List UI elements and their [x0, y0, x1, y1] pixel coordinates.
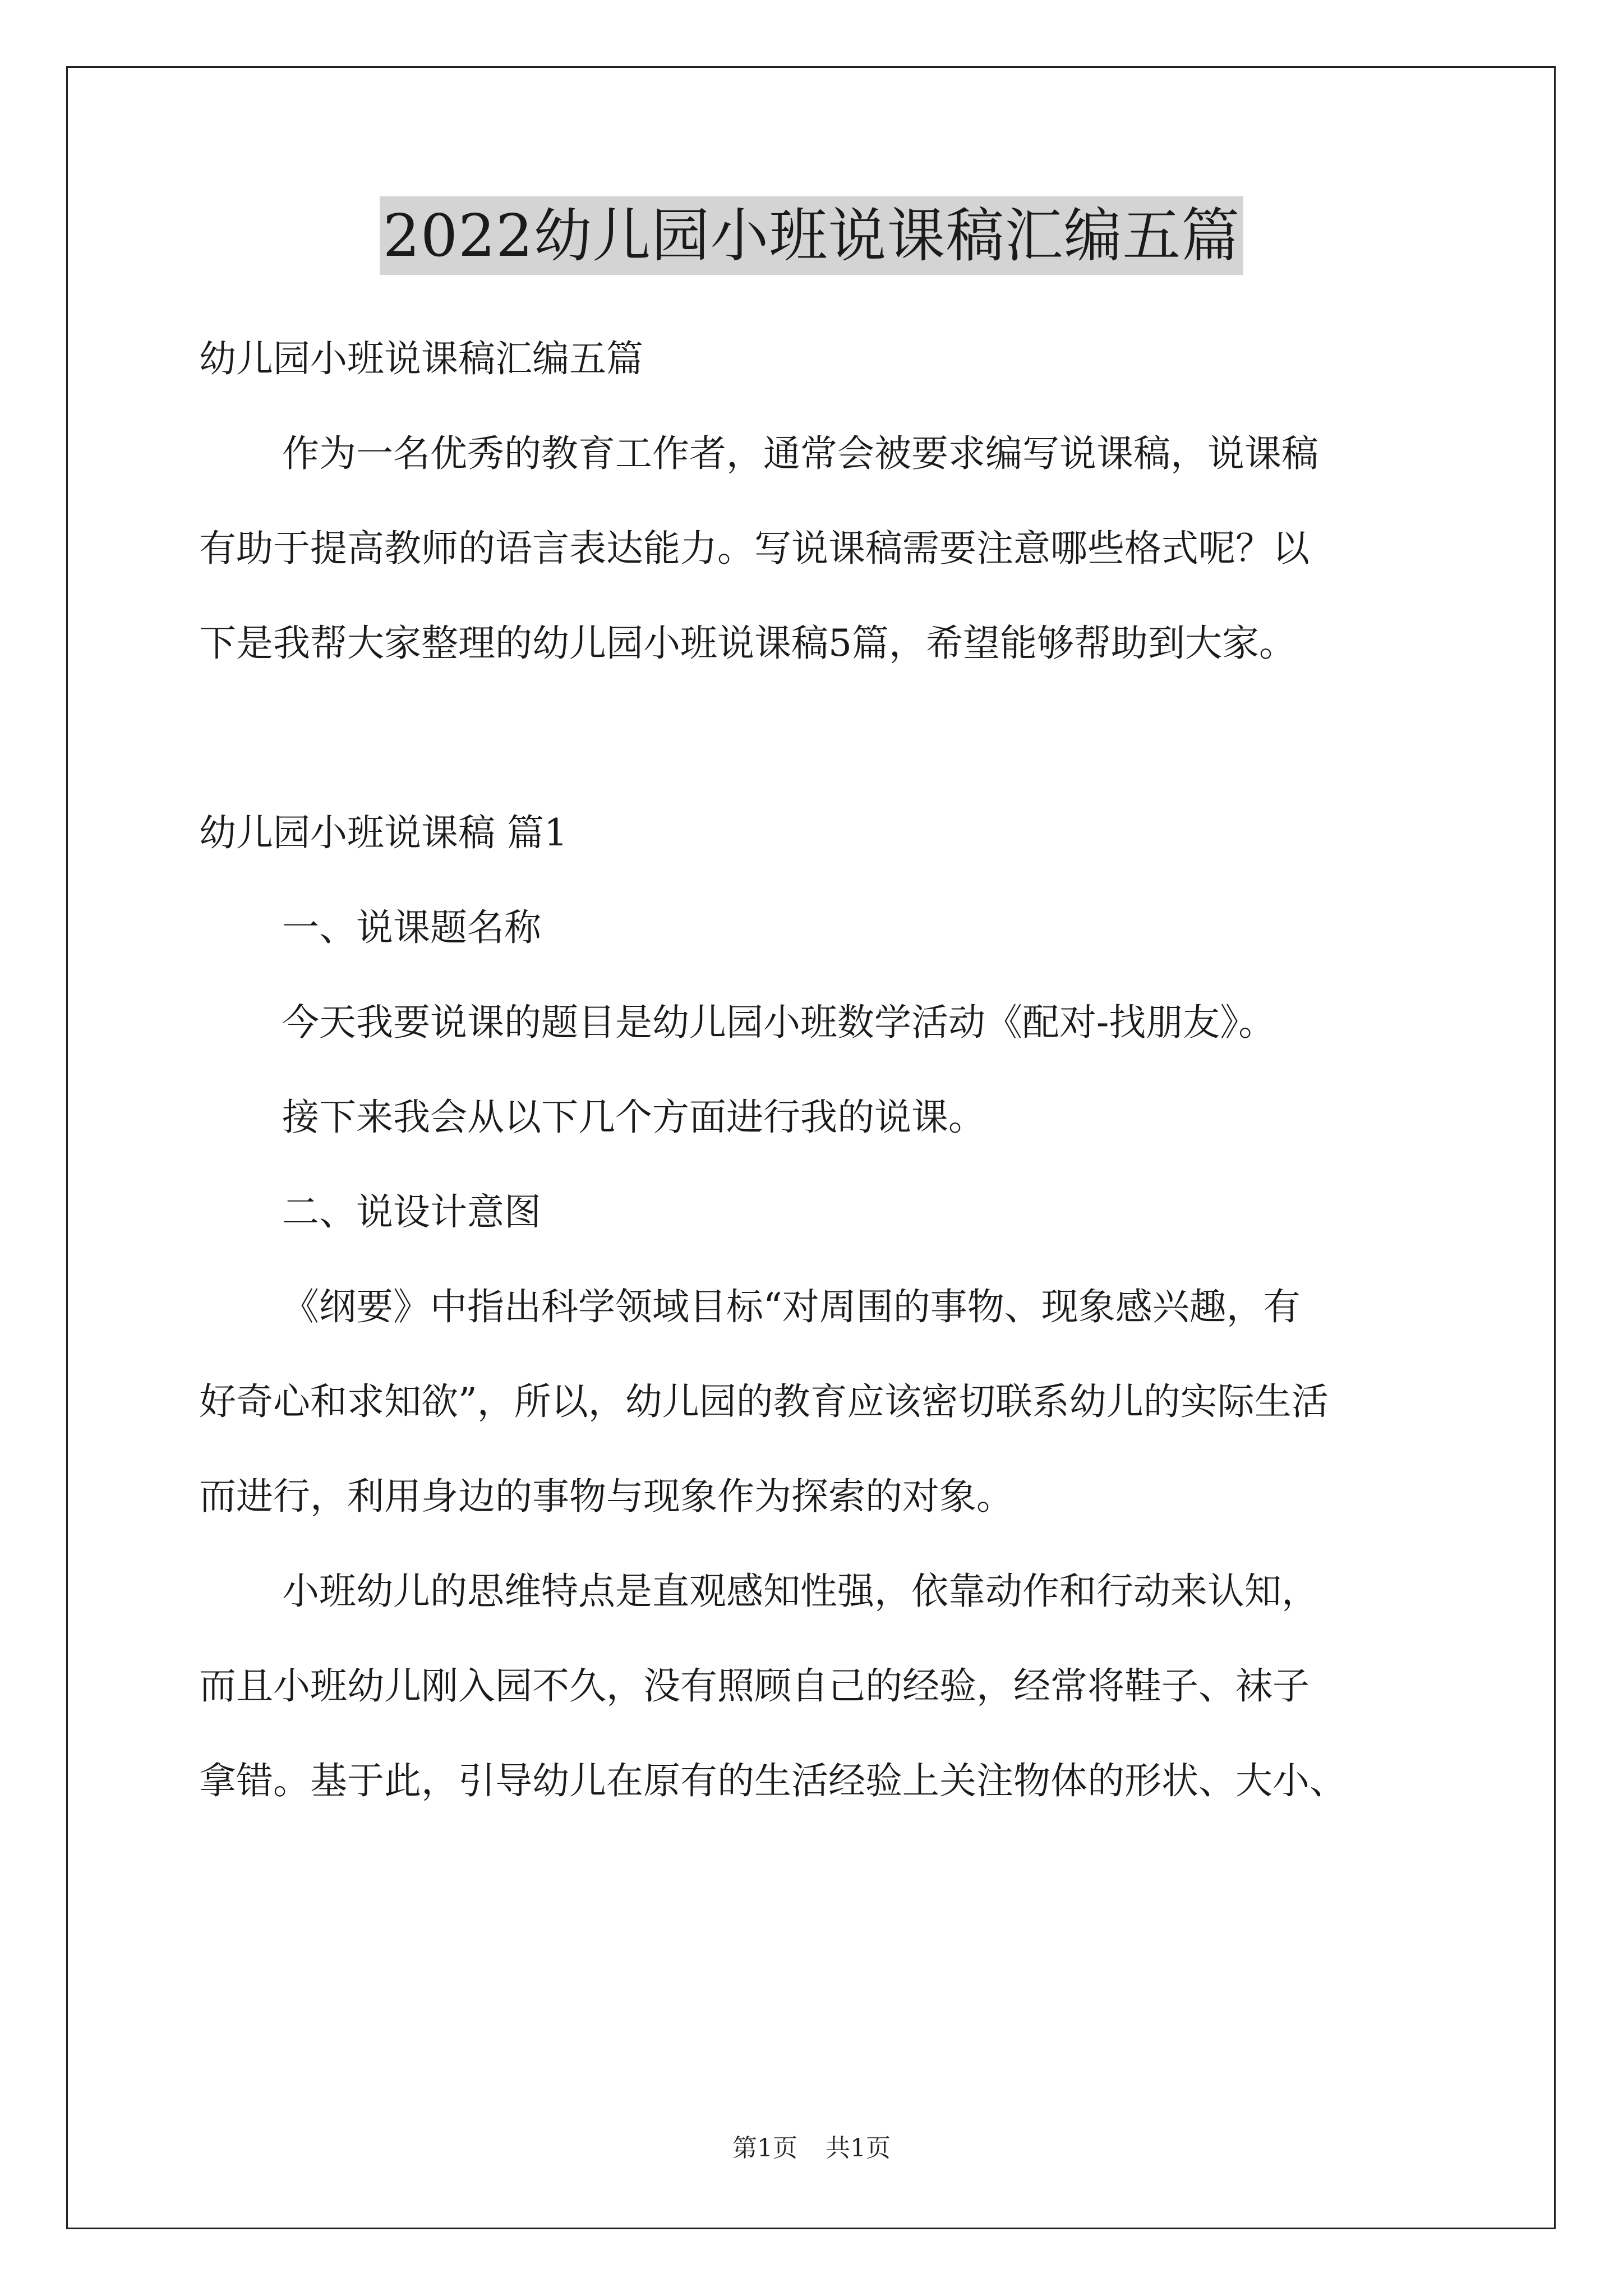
para3-line-3: 而进行，利用身边的事物与现象作为探索的对象。 [199, 1475, 1013, 1518]
section-heading: 幼儿园小班说课稿 篇1 [199, 811, 568, 854]
intro-line-1: 作为一名优秀的教育工作者，通常会被要求编写说课稿，说课稿 [282, 432, 1318, 475]
document-subtitle: 幼儿园小班说课稿汇编五篇 [199, 337, 643, 380]
page-footer [0, 2132, 1623, 2165]
page-number: 第1页 [732, 2134, 797, 2162]
blank-line [199, 691, 1455, 785]
document-body [199, 311, 1455, 1828]
para3-line-1: 《纲要》中指出科学领域目标“对周围的事物、现象感兴趣，有 [282, 1285, 1301, 1328]
heading-design-intent: 二、说设计意图 [282, 1190, 541, 1234]
title-wrap [0, 196, 1623, 275]
para4-line-1: 小班幼儿的思维特点是直观感知性强，依靠动作和行动来认知， [282, 1570, 1318, 1613]
paragraph-topic: 今天我要说课的题目是幼儿园小班数学活动《配对-找朋友》。 [282, 1001, 1276, 1044]
para3-line-2: 好奇心和求知欲”，所以，幼儿园的教育应该密切联系幼儿的实际生活 [199, 1380, 1329, 1423]
paragraph-outline: 接下来我会从以下几个方面进行我的说课。 [282, 1096, 985, 1139]
para4-line-2: 而且小班幼儿刚入园不久，没有照顾自己的经验，经常将鞋子、袜子 [199, 1664, 1310, 1708]
intro-line-2: 有助于提高教师的语言表达能力。写说课稿需要注意哪些格式呢？以 [199, 527, 1310, 570]
heading-topic: 一、说课题名称 [282, 906, 541, 949]
intro-line-3: 下是我帮大家整理的幼儿园小班说课稿5篇，希望能够帮助到大家。 [199, 622, 1296, 665]
page-total: 共1页 [826, 2134, 891, 2162]
document-title: 2022幼儿园小班说课稿汇编五篇 [380, 196, 1244, 275]
para4-line-3: 拿错。基于此，引导幼儿在原有的生活经验上关注物体的形状、大小、 [199, 1759, 1347, 1802]
